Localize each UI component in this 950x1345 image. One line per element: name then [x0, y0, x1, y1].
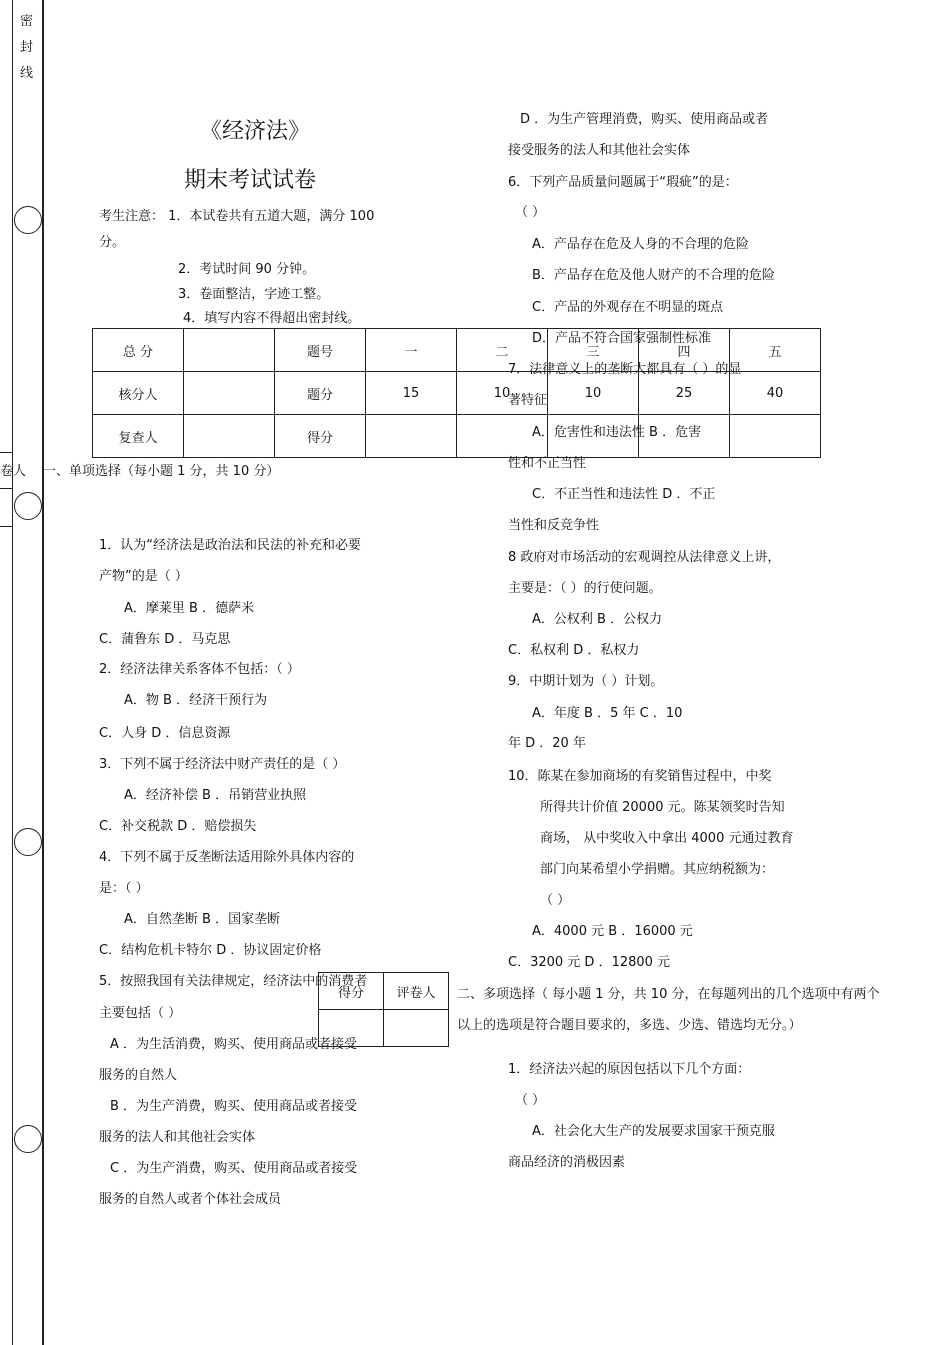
left-line: A ．为生活消费，购买、使用商品或者接受	[110, 1037, 358, 1052]
right-line: （ ）	[515, 205, 546, 220]
right-line: C．不正当性和违法性 D ．不正	[532, 487, 716, 502]
table-cell: 三	[548, 329, 639, 372]
left-line: 4．下列不属于反垄断法适用除外具体内容的	[99, 850, 355, 865]
table-cell: 评卷人	[384, 973, 449, 1010]
left-line: B ．为生产消费，购买、使用商品或者接受	[110, 1099, 358, 1114]
table-cell: 核分人	[93, 372, 184, 415]
table-cell: 10	[548, 372, 639, 415]
margin-tick	[0, 452, 12, 453]
right-line: 部门向某希望小学捐赠。其应纳税额为：	[540, 862, 775, 877]
seal-char-1: 密	[20, 14, 34, 29]
table-cell[interactable]	[730, 415, 821, 458]
left-line: C．补交税款 D ．赔偿损失	[99, 819, 257, 834]
right-line: A．危害性和违法性 B ．危害	[532, 425, 702, 440]
right-line: 7．法律意义上的垄断大都具有（ ）的显	[508, 362, 742, 377]
left-line: 是：（ ）	[99, 881, 149, 896]
table-cell[interactable]	[184, 415, 275, 458]
table-cell[interactable]	[184, 372, 275, 415]
left-line: 2．经济法律关系客体不包括：（ ）	[99, 662, 300, 677]
left-line: 主要包括（ ）	[99, 1006, 182, 1021]
right-line: 8 政府对市场活动的宏观调控从法律意义上讲，	[508, 550, 781, 565]
right-line: C．3200 元 D ．12800 元	[508, 955, 671, 970]
binding-hole-3	[14, 828, 42, 856]
table-row	[319, 1010, 449, 1047]
left-line: 产物”的是（ ）	[99, 569, 188, 584]
table-row	[319, 973, 449, 1010]
binding-hole-2	[14, 492, 42, 520]
table-cell: 40	[730, 372, 821, 415]
table-cell[interactable]	[384, 1010, 449, 1047]
left-line: A．自然垄断 B ．国家垄断	[124, 912, 281, 927]
right-line: 当性和反竞争性	[508, 518, 600, 533]
grader-label: 卷人	[0, 464, 27, 479]
right-line: 6．下列产品质量问题属于“瑕疵”的是：	[508, 175, 738, 190]
right-line: A．4000 元 B ．16000 元	[532, 924, 693, 939]
sec2-line: 1．经济法兴起的原因包括以下几个方面：	[508, 1062, 751, 1077]
right-line: 接受服务的法人和其他社会实体	[508, 143, 691, 158]
right-line: A．产品存在危及人身的不合理的危险	[532, 237, 749, 252]
left-line: C．蒲鲁东 D ．马克思	[99, 632, 231, 647]
score-table	[92, 328, 821, 458]
left-line: 3．下列不属于经济法中财产责任的是（ ）	[99, 757, 346, 772]
right-line: D．产品不符合国家强制性标准	[532, 331, 712, 346]
table-cell[interactable]	[366, 415, 457, 458]
right-line: A．年度 B ．5 年 C ．10	[532, 706, 683, 721]
sec2-line: （ ）	[515, 1093, 546, 1108]
table-cell[interactable]	[319, 1010, 384, 1047]
left-line: 服务的法人和其他社会实体	[99, 1130, 256, 1145]
left-line: A．摩莱里 B ．德萨米	[124, 601, 255, 616]
right-line: C．产品的外观存在不明显的斑点	[532, 300, 724, 315]
right-line: 著特征	[508, 393, 548, 408]
left-line: 1．认为“经济法是政治法和民法的补充和必要	[99, 538, 362, 553]
left-line: C ．为生产消费，购买、使用商品或者接受	[110, 1161, 358, 1176]
exam-subtitle: 期末考试试卷	[184, 168, 317, 193]
notice-line-1b: 分。	[99, 235, 126, 250]
seal-char-2: 封	[20, 40, 34, 55]
table-cell: 10	[457, 372, 548, 415]
section-2-heading-cont: 以上的选项是符合题目要求的，多选、少选、错选均无分。）	[457, 1018, 802, 1033]
notice-line-3: 3．卷面整洁，字迹工整。	[178, 287, 330, 302]
table-cell[interactable]	[184, 329, 275, 372]
margin-tick	[0, 488, 12, 489]
right-line: 年 D ．20 年	[508, 736, 586, 751]
table-cell: 四	[639, 329, 730, 372]
section-1-heading: 一、单项选择（每小题 1 分，共 10 分）	[43, 464, 280, 479]
table-row	[93, 415, 821, 458]
sec2-line: A．社会化大生产的发展要求国家干预克服	[532, 1124, 775, 1139]
right-line: D ．为生产管理消费，购买、使用商品或者	[520, 112, 769, 127]
table-row	[93, 372, 821, 415]
table-cell: 复查人	[93, 415, 184, 458]
table-cell: 一	[366, 329, 457, 372]
table-cell: 题号	[275, 329, 366, 372]
table-cell: 二	[457, 329, 548, 372]
right-line: 9．中期计划为（ ）计划。	[508, 674, 664, 689]
seal-char-3: 线	[20, 66, 34, 81]
right-line: B．产品存在危及他人财产的不合理的危险	[532, 268, 775, 283]
table-cell: 总 分	[93, 329, 184, 372]
right-line: 10．陈某在参加商场的有奖销售过程中，中奖	[508, 769, 772, 784]
margin-tick	[0, 526, 12, 527]
sec2-line: 商品经济的消极因素	[508, 1155, 626, 1170]
left-line: 服务的自然人	[99, 1068, 178, 1083]
left-line: 5．按照我国有关法律规定，经济法中的消费者	[99, 974, 368, 989]
table-cell: 得分	[319, 973, 384, 1010]
left-line: A．物 B ．经济干预行为	[124, 693, 268, 708]
right-line: 所得共计价值 20000 元。陈某领奖时告知	[540, 800, 785, 815]
left-line: 服务的自然人或者个体社会成员	[99, 1192, 282, 1207]
right-line: 性和不正当性	[508, 456, 587, 471]
right-line: 主要是：（ ）的行使问题。	[508, 581, 662, 596]
table-cell: 15	[366, 372, 457, 415]
table-cell: 五	[730, 329, 821, 372]
exam-title: 《经济法》	[200, 119, 311, 144]
section-2-heading: 二、多项选择（ 每小题 1 分，共 10 分，在每题列出的几个选项中有两个	[457, 987, 880, 1002]
right-line: C．私权利 D ．私权力	[508, 643, 640, 658]
notice-line-1: 考生注意： 1．本试卷共有五道大题，满分 100	[99, 209, 375, 224]
binding-hole-4	[14, 1125, 42, 1153]
grader-table	[318, 972, 449, 1047]
left-line: C．人身 D ．信息资源	[99, 726, 231, 741]
table-cell: 得分	[275, 415, 366, 458]
table-cell: 25	[639, 372, 730, 415]
right-line: 商场， 从中奖收入中拿出 4000 元通过教育	[540, 831, 794, 846]
right-line: A．公权利 B ．公权力	[532, 612, 663, 627]
right-line: （ ）	[540, 893, 571, 908]
table-cell: 题分	[275, 372, 366, 415]
binding-line	[42, 0, 44, 1345]
left-line: C．结构危机卡特尔 D ．协议固定价格	[99, 943, 322, 958]
left-line: A．经济补偿 B ．吊销营业执照	[124, 788, 307, 803]
binding-hole-1	[14, 206, 42, 234]
notice-line-2: 2．考试时间 90 分钟。	[178, 262, 316, 277]
notice-line-4: 4．填写内容不得超出密封线。	[183, 311, 361, 326]
